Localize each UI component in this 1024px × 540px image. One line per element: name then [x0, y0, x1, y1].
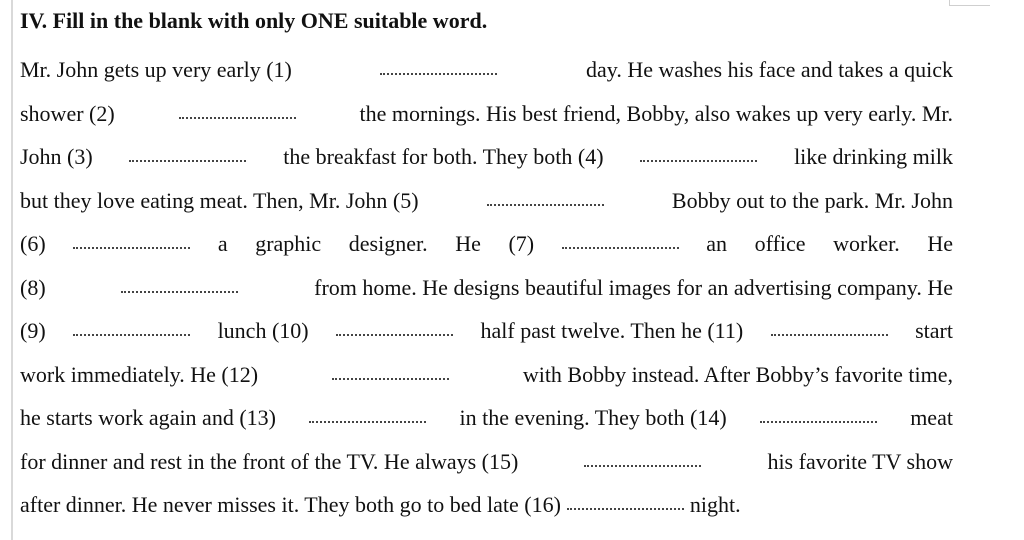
passage-line	[20, 48, 953, 92]
passage-text: He	[927, 231, 953, 256]
answer-blank-14[interactable]	[760, 411, 877, 423]
answer-blank-13[interactable]	[309, 411, 426, 423]
passage-text: the mornings. His best friend, Bobby, also wakes up very early. Mr.	[359, 100, 953, 126]
passage-text: but they love eating meat. Then, Mr. John (5)	[20, 187, 419, 213]
answer-blank-2[interactable]	[179, 107, 296, 119]
answer-blank-12[interactable]	[332, 368, 449, 380]
answer-blank-1[interactable]	[380, 63, 497, 75]
answer-blank-3[interactable]	[129, 150, 246, 162]
passage	[20, 48, 953, 527]
page-corner-mark	[949, 0, 990, 6]
passage-text: shower (2)	[20, 100, 115, 126]
passage-text: half past twelve. Then he (11)	[480, 318, 744, 343]
passage-text: in the evening. They both (14)	[459, 405, 727, 430]
passage-line	[20, 483, 953, 527]
passage-text: an	[706, 231, 728, 256]
passage-text: office	[754, 231, 806, 256]
passage-text: (9)	[20, 318, 46, 343]
left-margin-rule	[11, 0, 13, 540]
passage-text: the breakfast for both. They both (4)	[283, 144, 604, 169]
passage-text: after dinner. He never misses it. They both go to bed late (16)	[20, 492, 561, 517]
exercise-heading: IV. Fill in the blank with only ONE suitable word.	[20, 8, 488, 33]
passage-text: for dinner and rest in the front of the TV. He always (15)	[20, 448, 519, 474]
answer-blank-15[interactable]	[584, 455, 701, 467]
passage-text: night.	[689, 492, 741, 517]
passage-line	[20, 309, 953, 353]
answer-blank-6[interactable]	[73, 237, 190, 249]
passage-text: work immediately. He (12)	[20, 361, 259, 387]
passage-line	[20, 135, 953, 179]
passage-line	[20, 353, 953, 397]
passage-text: a	[217, 231, 228, 256]
passage-text: (8)	[20, 274, 46, 300]
passage-text: like drinking milk	[794, 144, 953, 169]
passage-text: he starts work again and (13)	[20, 405, 276, 430]
next-section-heading-cutoff	[20, 532, 26, 540]
passage-line	[20, 179, 953, 223]
answer-blank-5[interactable]	[487, 194, 604, 206]
cutoff-glyphs	[20, 532, 26, 540]
passage-line	[20, 92, 953, 136]
passage-text: Mr. John gets up very early (1)	[20, 57, 292, 82]
passage-line	[20, 222, 953, 266]
passage-text: with Bobby instead. After Bobby’s favorite time,	[522, 361, 953, 387]
answer-blank-10[interactable]	[336, 324, 453, 336]
answer-blank-8[interactable]	[121, 281, 238, 293]
passage-line	[20, 440, 953, 484]
passage-line	[20, 396, 953, 440]
answer-blank-11[interactable]	[771, 324, 888, 336]
passage-text: designer.	[348, 231, 428, 256]
passage-text: from home. He designs beautiful images for an advertising company. He	[314, 274, 953, 300]
passage-text: lunch (10)	[217, 318, 309, 343]
passage-text: John (3)	[20, 144, 93, 169]
passage-text: (7)	[508, 231, 535, 256]
passage-text: worker.	[833, 231, 900, 256]
answer-blank-4[interactable]	[640, 150, 757, 162]
answer-blank-16[interactable]	[567, 498, 684, 510]
passage-text: graphic	[255, 231, 322, 256]
passage-text: Bobby out to the park. Mr. John	[671, 187, 953, 213]
passage-text: meat	[910, 405, 953, 430]
answer-blank-9[interactable]	[73, 324, 190, 336]
passage-line	[20, 266, 953, 310]
passage-text: start	[915, 318, 953, 343]
answer-blank-7[interactable]	[562, 237, 679, 249]
passage-text: his favorite TV show	[767, 448, 953, 474]
passage-text: He	[455, 231, 481, 256]
passage-text: day. He washes his face and takes a quick	[586, 57, 953, 82]
passage-text: (6)	[20, 231, 46, 256]
